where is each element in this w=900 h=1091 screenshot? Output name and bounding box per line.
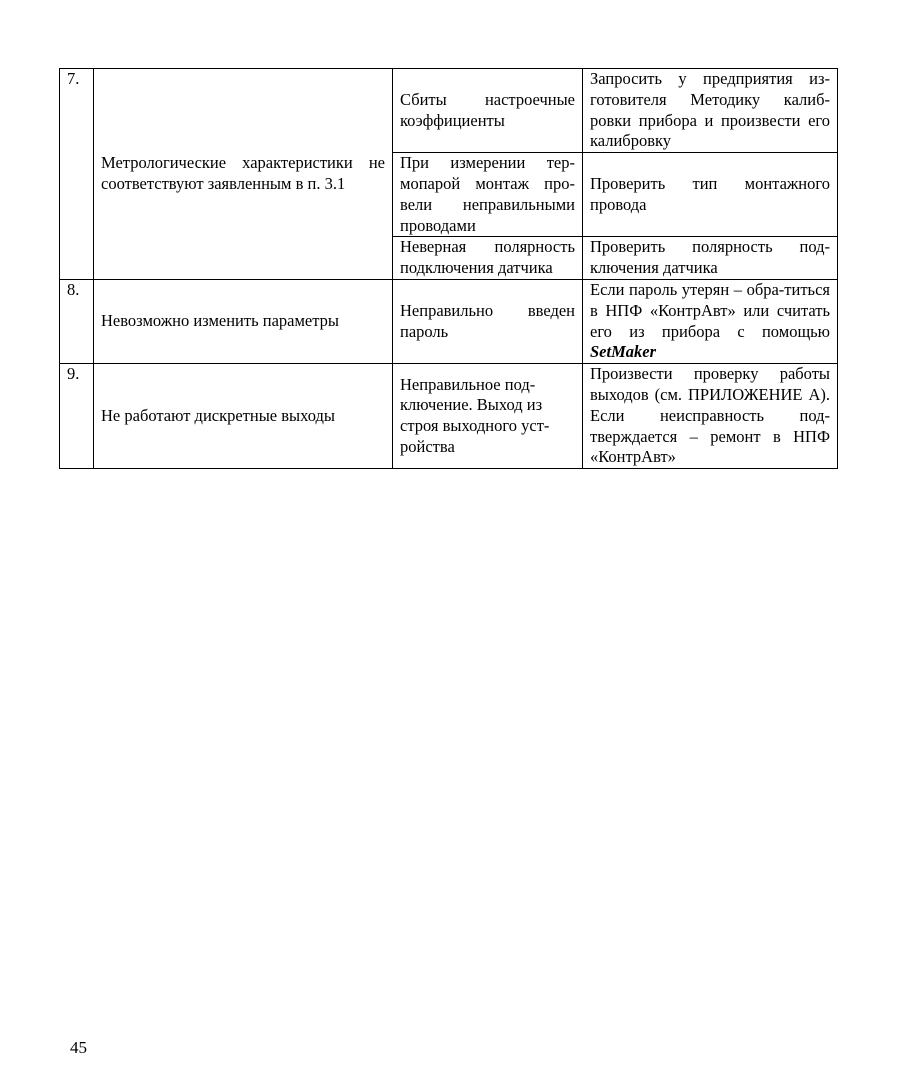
remedy-cell: Произвести проверку работы выходов (см. ПРИЛОЖЕНИЕ А). Если неисправность под-тверждается – ремонт в НПФ «КонтрАвт» bbox=[583, 364, 838, 469]
remedy-cell: Запросить у предприятия из-готовителя Методику калиб-ровки прибора и произвести его калибровку bbox=[583, 69, 838, 153]
remedy-cell: Проверить тип монтажного провода bbox=[583, 153, 838, 237]
cause-cell: Сбиты настроечные коэффициенты bbox=[393, 69, 583, 153]
symptom-cell: Не работают дискретные выходы bbox=[94, 364, 393, 469]
table-row bbox=[60, 69, 838, 153]
symptom-cell: Метрологические характеристики не соответствуют заявленным в п. 3.1 bbox=[94, 69, 393, 280]
table-row bbox=[60, 364, 838, 469]
row-number: 9. bbox=[60, 364, 94, 469]
cause-cell: Неверная полярность подключения датчика bbox=[393, 237, 583, 280]
row-number: 8. bbox=[60, 279, 94, 363]
setmaker-brand: SetMaker bbox=[590, 342, 656, 362]
remedy-cell: Проверить полярность под-ключения датчика bbox=[583, 237, 838, 280]
row-number: 7. bbox=[60, 69, 94, 280]
table-row bbox=[60, 279, 838, 363]
troubleshooting-table bbox=[59, 68, 838, 469]
remedy-text: Если пароль утерян – обра-титься в НПФ «КонтрАвт» или считать его из прибора с помощью bbox=[590, 279, 830, 341]
cause-cell: При измерении тер-мопарой монтаж про-вели неправильными проводами bbox=[393, 153, 583, 237]
symptom-cell: Невозможно изменить параметры bbox=[94, 279, 393, 363]
remedy-cell bbox=[583, 279, 838, 363]
page-number: 45 bbox=[70, 1038, 87, 1057]
cause-cell: Неправильно введен пароль bbox=[393, 279, 583, 363]
cause-cell: Неправильное под-ключение. Выход из строя выходного уст-ройства bbox=[393, 364, 583, 469]
